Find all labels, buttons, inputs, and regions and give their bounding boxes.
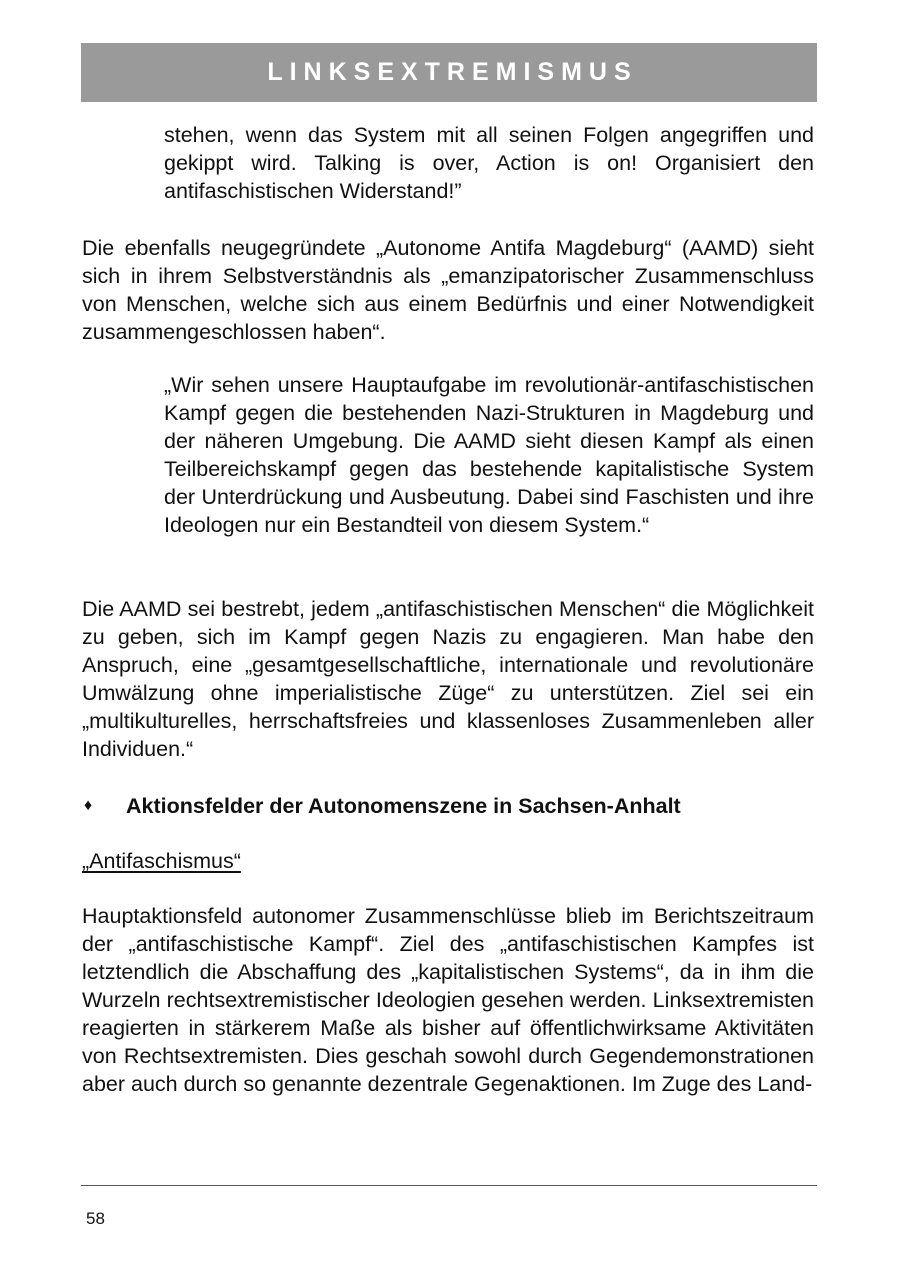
quote-text: „Wir sehen unsere Hauptaufgabe im revolutionär-antifaschistischen Kampf gegen die bestehenden Nazi-Strukturen in Magdeburg und der näheren Umgebung. Die AAMD sieht diesen Kampf als einen Teilbereichskampf gegen das bestehende kapitalistische System der Unterdrückung und Ausbeutung. Dabei sind Faschisten und ihre Ideologen nur ein Bestandteil von diesem System.“: [164, 373, 814, 537]
page-number: 58: [86, 1209, 105, 1228]
section-heading: [82, 792, 814, 820]
paragraph-text: Die ebenfalls neugegründete „Autonome Antifa Magdeburg“ (AAMD) sieht sich in ihrem Selbstverständnis als „emanzipatorischer Zusammenschluss von Menschen, welche sich aus einem Bedürfnis und einer Notwendigkeit zusammengeschlossen haben“.: [82, 236, 814, 344]
paragraph-text: Hauptaktionsfeld autonomer Zusammenschlüsse blieb im Berichtszeitraum der „antifaschistische Kampf“. Ziel des „antifaschistischen Kampfes ist letztendlich die Abschaffung des „kapitalistischen Systems“, da in ihm die Wurzeln rechtsextremistischer Ideologien gesehen werden. Linksextremisten reagierten in stärkerem Maße als bisher auf öffentlichwirksame Aktivitäten von Rechtsextremisten. Dies geschah sowohl durch Gegendemonstrationen aber auch durch so genannte dezentrale Gegenaktionen. Im Zuge des Land-: [82, 904, 814, 1096]
quote-continuation: [164, 121, 814, 205]
quote-text: stehen, wenn das System mit all seinen Folgen angegriffen und gekippt wird. Talking is over, Action is on! Organisiert den antifaschistischen Widerstand!”: [164, 123, 814, 203]
section-heading-text: Aktionsfelder der Autonomenszene in Sachsen-Anhalt: [126, 794, 681, 818]
paragraph-antifaschismus: [82, 902, 814, 1098]
footer-divider: [81, 1185, 817, 1186]
paragraph-aamd-intro: [82, 234, 814, 346]
chapter-title: LINKSEXTREMISMUS: [267, 58, 638, 86]
chapter-header-bar: [81, 43, 817, 102]
quote-aamd: [164, 371, 814, 539]
diamond-bullet-icon: ♦: [84, 797, 93, 814]
paragraph-aamd-goals: [82, 595, 814, 763]
paragraph-text: Die AAMD sei bestrebt, jedem „antifaschistischen Menschen“ die Möglichkeit zu geben, sich im Kampf gegen Nazis zu engagieren. Man habe den Anspruch, eine „gesamtgesellschaftliche, internationale und revolutionäre Umwälzung ohne imperialistische Züge“ zu unterstützen. Ziel sei ein „multikulturelles, herrschaftsfreies und klassenloses Zusammenleben aller Individuen.“: [82, 597, 814, 761]
subsection-heading: „Antifaschismus“: [82, 849, 241, 873]
